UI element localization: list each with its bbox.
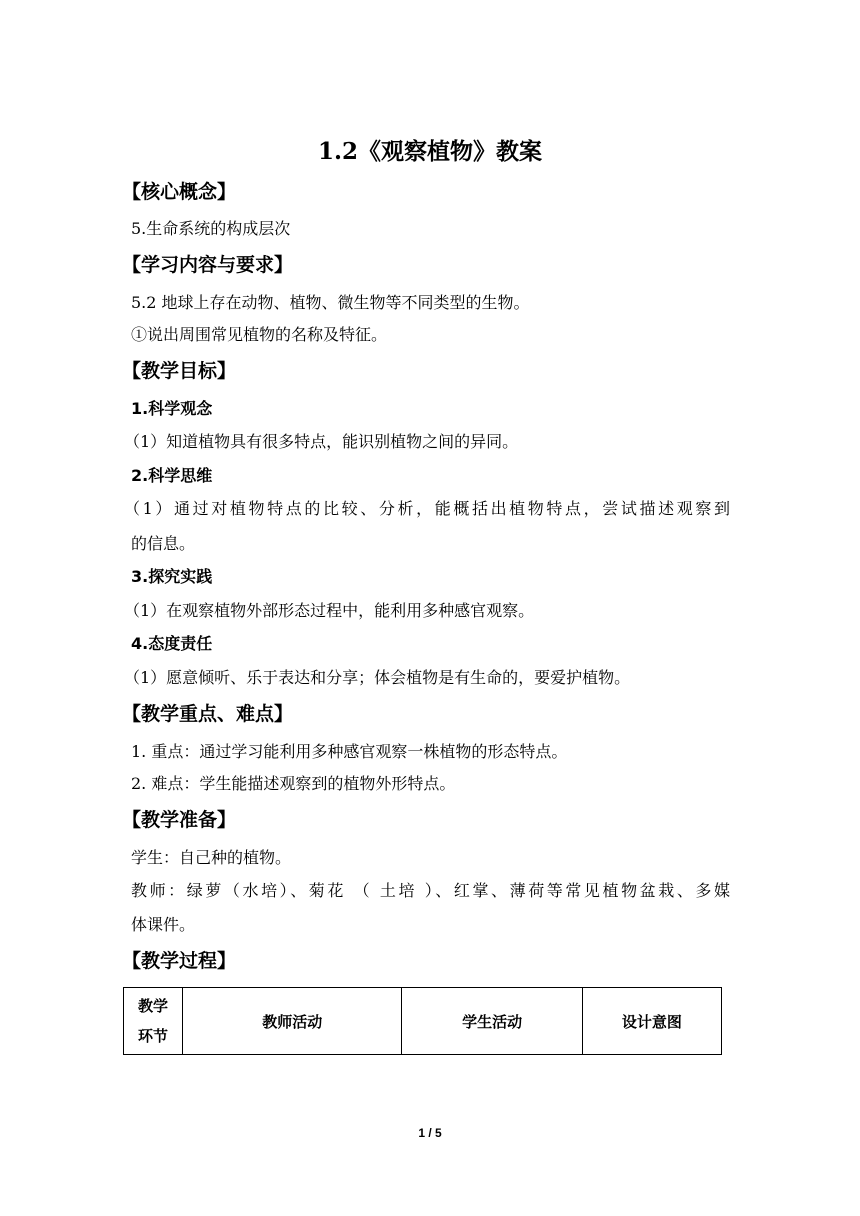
- key-point-1: 1. 重点：通过学习能利用多种感官观察一株植物的形态特点。: [131, 742, 568, 761]
- section-heading-key-points: 【教学重点、难点】: [122, 703, 294, 725]
- header-cell-student-activity: 学生活动: [402, 988, 582, 1055]
- section-heading-learning-content: 【学习内容与要求】: [122, 254, 294, 276]
- preparation-teacher-line-1: 教师：绿萝（水培）、菊花 （ 土培 ）、红掌、薄荷等常见植物盆栽、多媒: [131, 881, 730, 900]
- learning-content-line-2: ①说出周围常见植物的名称及特征。: [131, 325, 388, 344]
- key-point-2: 2. 难点：学生能描述观察到的植物外形特点。: [131, 774, 456, 793]
- goal-4-title: 4.态度责任: [131, 634, 213, 653]
- preparation-student: 学生：自己种的植物。: [131, 848, 292, 867]
- goal-3-title: 3.探究实践: [131, 567, 213, 586]
- header-cell-stage: [124, 988, 183, 1055]
- header-cell-teacher-activity: 教师活动: [183, 988, 402, 1055]
- header-stage-line-1: 教学: [138, 997, 169, 1015]
- goal-1-text: （1）知道植物具有很多特点，能识别植物之间的异同。: [124, 432, 519, 451]
- table-header-row: [124, 988, 722, 1055]
- section-heading-process: 【教学过程】: [122, 950, 237, 972]
- section-heading-core-concept: 【核心概念】: [122, 181, 237, 203]
- goal-2-text-line-2: 的信息。: [131, 534, 196, 553]
- section-heading-preparation: 【教学准备】: [122, 809, 237, 831]
- process-table: [123, 987, 722, 1055]
- goal-2-text-line-1: （1）通过对植物特点的比较、分析，能概括出植物特点，尝试描述观察到: [124, 499, 730, 518]
- page-number: 1 / 5: [418, 1126, 442, 1140]
- learning-content-line-1: 5.2 地球上存在动物、植物、微生物等不同类型的生物。: [131, 293, 530, 312]
- goal-4-text: （1）愿意倾听、乐于表达和分享；体会植物是有生命的，要爱护植物。: [124, 668, 631, 687]
- page-title: 1.2《观察植物》教案: [317, 138, 542, 165]
- preparation-teacher-line-2: 体课件。: [131, 915, 196, 934]
- goal-2-title: 2.科学思维: [131, 466, 213, 485]
- core-concept-text: 5.生命系统的构成层次: [131, 219, 291, 238]
- goal-3-text: （1）在观察植物外部形态过程中，能利用多种感官观察。: [124, 601, 535, 620]
- section-heading-goals: 【教学目标】: [122, 360, 237, 382]
- goal-1-title: 1.科学观念: [131, 399, 213, 418]
- header-stage-line-2: 环节: [138, 1027, 169, 1045]
- header-cell-design-intent: 设计意图: [582, 988, 721, 1055]
